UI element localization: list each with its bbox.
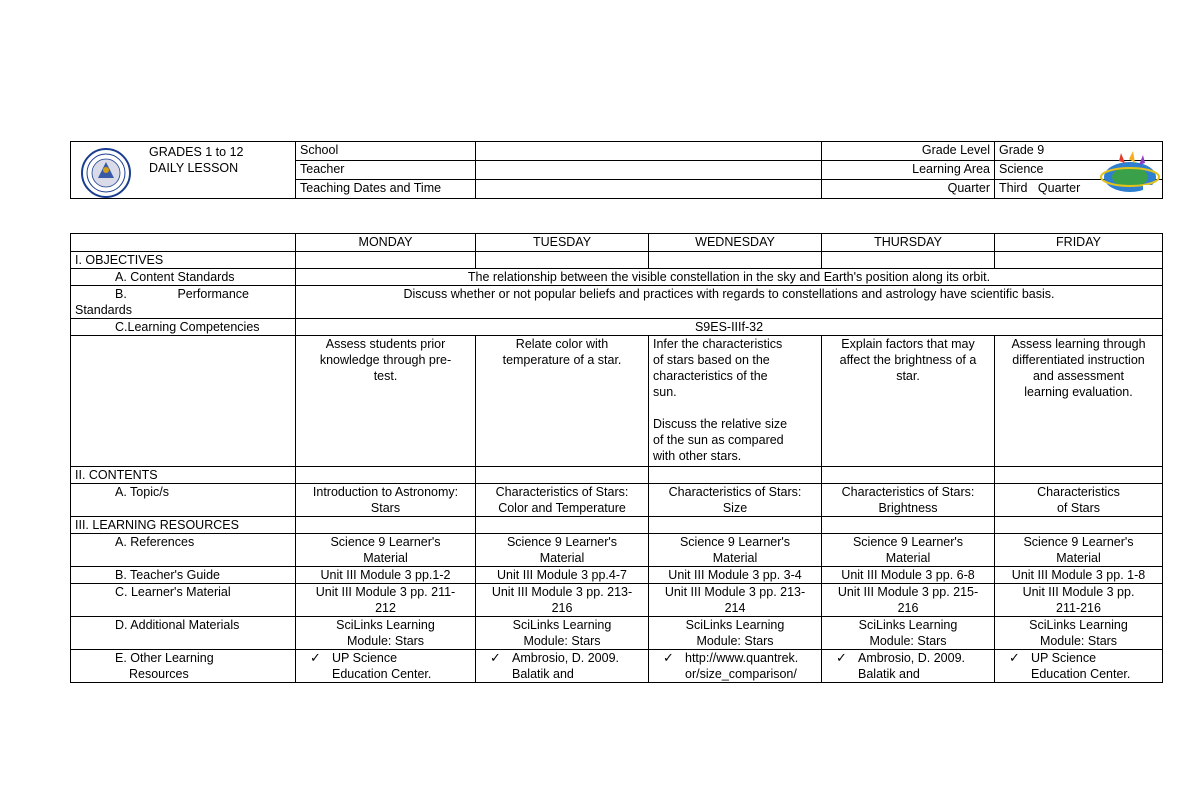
checklist-line xyxy=(826,666,990,682)
checklist-line xyxy=(999,650,1158,666)
cell-line: Material xyxy=(539,551,585,565)
competency-cell xyxy=(649,336,822,467)
topic-cell xyxy=(822,484,995,517)
teachers-guide-label: B. Teacher's Guide xyxy=(71,567,296,584)
cell-line: SciLinks Learning xyxy=(336,618,435,632)
learning-area-label: Learning Area xyxy=(822,161,995,180)
competency-cell xyxy=(476,336,649,467)
cell-line: of stars based on the xyxy=(653,353,770,367)
cell-line: Module: Stars xyxy=(1039,634,1118,648)
cell-line: Material xyxy=(712,551,758,565)
competency-cell xyxy=(296,336,476,467)
learners-material-cell xyxy=(476,584,649,617)
logo-title-cell xyxy=(71,142,296,199)
lesson-table xyxy=(70,233,1163,683)
checklist-text: or/size_comparison/ xyxy=(685,667,797,681)
checklist-line xyxy=(999,666,1158,682)
reference-cell xyxy=(822,534,995,567)
cell-line: Stars xyxy=(370,501,401,515)
teachers-guide-cell: Unit III Module 3 pp. 3-4 xyxy=(649,567,822,584)
teachers-guide-row xyxy=(71,567,1163,584)
cell-line: Size xyxy=(722,501,748,515)
performance-standards-label: B. Performance Standards xyxy=(71,286,296,319)
cell-line: Characteristics xyxy=(1037,485,1120,499)
cell-line: Module: Stars xyxy=(523,634,601,648)
cell-line: temperature of a star. xyxy=(502,353,622,367)
performance-standards-row xyxy=(71,286,1163,319)
competencies-label: C.Learning Competencies xyxy=(71,319,296,336)
cell-line: of Stars xyxy=(1056,501,1101,515)
content-standards-text: The relationship between the visible constellation in the sky and Earth's position along its orbit. xyxy=(296,269,1163,286)
additional-cell xyxy=(476,617,649,650)
objectives-heading: I. OBJECTIVES xyxy=(71,252,296,269)
learners-material-label: C. Learner's Material xyxy=(71,584,296,617)
deped-seal-icon xyxy=(81,148,131,198)
cell-line: Color and Temperature xyxy=(498,501,626,515)
cell-line: 216 xyxy=(551,601,573,615)
checklist-text: Balatik and xyxy=(512,667,574,681)
checklist-text: Ambrosio, D. 2009. xyxy=(858,651,965,665)
learners-material-row xyxy=(71,584,1163,617)
cell-line: Science 9 Learner's xyxy=(330,535,441,549)
cell-line: star. xyxy=(896,369,920,383)
cell-line: of the sun as compared xyxy=(653,433,784,447)
checklist-text: Ambrosio, D. 2009. xyxy=(512,651,619,665)
additional-cell xyxy=(995,617,1163,650)
check-icon: ✓ xyxy=(490,650,501,665)
checklist-line xyxy=(480,650,644,666)
cell-line: Module: Stars xyxy=(696,634,774,648)
quarter-label: Quarter xyxy=(822,180,995,199)
cell-line: characteristics of the xyxy=(653,369,768,383)
cell-line: Characteristics of Stars: xyxy=(668,485,802,499)
check-icon: ✓ xyxy=(310,650,321,665)
cell-line: Assess learning through xyxy=(1011,337,1146,351)
cell-line: and assessment xyxy=(1032,369,1125,383)
school-label: School xyxy=(296,142,476,161)
teachers-guide-cell: Unit III Module 3 pp. 6-8 xyxy=(822,567,995,584)
additional-cell xyxy=(296,617,476,650)
learners-material-cell xyxy=(995,584,1163,617)
cell-line: with other stars. xyxy=(653,449,742,463)
cell-line: Introduction to Astronomy: xyxy=(312,485,459,499)
content-standards-row xyxy=(71,269,1163,286)
check-icon: ✓ xyxy=(1009,650,1020,665)
science-logo-icon xyxy=(1099,147,1161,197)
quarter-value: Third Quarter xyxy=(995,180,1163,199)
day-header: MONDAY xyxy=(296,234,476,252)
teachers-guide-cell: Unit III Module 3 pp.4-7 xyxy=(476,567,649,584)
day-header: FRIDAY xyxy=(995,234,1163,252)
dates-label: Teaching Dates and Time xyxy=(296,180,476,199)
cell-line: Science 9 Learner's xyxy=(852,535,964,549)
check-icon: ✓ xyxy=(836,650,847,665)
cell-line: Module: Stars xyxy=(346,634,425,648)
competencies-code-row xyxy=(71,319,1163,336)
cell-line: 212 xyxy=(375,601,396,615)
checklist-line xyxy=(480,666,644,682)
checklist-text: UP Science xyxy=(332,651,398,665)
cell-line: Explain factors that may xyxy=(841,337,975,351)
competency-code: S9ES-IIIf-32 xyxy=(296,319,1163,336)
checklist-text: Education Center. xyxy=(332,667,432,681)
checklist-line xyxy=(653,650,817,666)
grade-level-value: Grade 9 xyxy=(995,142,1163,161)
reference-cell xyxy=(649,534,822,567)
cell-line: Science 9 Learner's xyxy=(506,535,618,549)
cell-line: SciLinks Learning xyxy=(1029,618,1128,632)
cell-line: SciLinks Learning xyxy=(685,618,785,632)
cell-line: Material xyxy=(363,551,408,565)
references-label: A. References xyxy=(71,534,296,567)
contents-heading: II. CONTENTS xyxy=(71,467,296,484)
cell-line: affect the brightness of a xyxy=(839,353,977,367)
checklist-text: http://www.quantrek. xyxy=(685,651,799,665)
reference-cell xyxy=(476,534,649,567)
topic-cell xyxy=(995,484,1163,517)
cell-line: Science 9 Learner's xyxy=(679,535,791,549)
resources-row xyxy=(71,517,1163,534)
topic-cell xyxy=(476,484,649,517)
teachers-guide-cell: Unit III Module 3 pp. 1-8 xyxy=(995,567,1163,584)
objectives-row xyxy=(71,252,1163,269)
form-title: GRADES 1 to 12 DAILY LESSON xyxy=(149,145,244,175)
cell-line: Material xyxy=(1056,551,1101,565)
days-header-row xyxy=(71,234,1163,252)
dates-value xyxy=(476,180,822,199)
header-table xyxy=(70,141,1163,199)
teacher-value xyxy=(476,161,822,180)
cell-line: differentiated instruction xyxy=(1012,353,1145,367)
cell-line: Science 9 Learner's xyxy=(1023,535,1134,549)
other-cell xyxy=(476,650,649,683)
checklist-line xyxy=(653,666,817,682)
learners-material-cell xyxy=(296,584,476,617)
other-cell xyxy=(995,650,1163,683)
topics-label: A. Topic/s xyxy=(71,484,296,517)
additional-cell xyxy=(822,617,995,650)
learners-material-cell xyxy=(822,584,995,617)
checklist-line xyxy=(826,650,990,666)
content-standards-label: A. Content Standards xyxy=(71,269,296,286)
cell-line: Module: Stars xyxy=(869,634,947,648)
learning-area-value: Science xyxy=(995,161,1163,180)
cell-line: Unit III Module 3 pp. 211- xyxy=(315,585,456,599)
other-cell xyxy=(296,650,476,683)
cell-line: 214 xyxy=(724,601,746,615)
reference-cell xyxy=(995,534,1163,567)
cell-line: 216 xyxy=(897,601,919,615)
learners-material-cell xyxy=(649,584,822,617)
grade-level-label: Grade Level xyxy=(822,142,995,161)
checklist-text: UP Science xyxy=(1031,651,1097,665)
contents-row xyxy=(71,467,1163,484)
performance-standards-text: Discuss whether or not popular beliefs and practices with regards to constellations and astrology have scientific basis. xyxy=(296,286,1163,319)
topic-cell xyxy=(649,484,822,517)
topic-cell xyxy=(296,484,476,517)
cell-line: test. xyxy=(373,369,398,383)
cell-line: 211-216 xyxy=(1056,601,1101,615)
cell-line: SciLinks Learning xyxy=(858,618,958,632)
cell-line: learning evaluation. xyxy=(1024,385,1133,399)
cell-line xyxy=(653,400,817,416)
cell-line: Unit III Module 3 pp. xyxy=(1022,585,1135,599)
cell-line: Infer the characteristics xyxy=(653,337,783,351)
cell-line: Brightness xyxy=(878,501,938,515)
other-cell xyxy=(822,650,995,683)
cell-line: sun. xyxy=(653,385,677,399)
cell-line: Unit III Module 3 pp. 213- xyxy=(491,585,633,599)
teacher-label: Teacher xyxy=(296,161,476,180)
cell-line: Characteristics of Stars: xyxy=(495,485,629,499)
checklist-line xyxy=(300,650,471,666)
empty-corner xyxy=(71,234,296,252)
other-resources-row xyxy=(71,650,1163,683)
checklist-text: Education Center. xyxy=(1031,667,1131,681)
additional-materials-label: D. Additional Materials xyxy=(71,617,296,650)
checklist-text: Balatik and xyxy=(858,667,920,681)
references-row xyxy=(71,534,1163,567)
school-value xyxy=(476,142,822,161)
other-resources-label: E. Other Learning Resources xyxy=(71,650,296,683)
reference-cell xyxy=(296,534,476,567)
check-icon: ✓ xyxy=(663,650,674,665)
cell-line: Material xyxy=(885,551,931,565)
day-header: WEDNESDAY xyxy=(649,234,822,252)
cell-line: Relate color with xyxy=(515,337,609,351)
cell-line: Unit III Module 3 pp. 215- xyxy=(837,585,979,599)
cell-line: SciLinks Learning xyxy=(512,618,612,632)
other-cell xyxy=(649,650,822,683)
cell-line: Unit III Module 3 pp. 213- xyxy=(664,585,806,599)
cell-line: Assess students prior xyxy=(325,337,446,351)
day-header: TUESDAY xyxy=(476,234,649,252)
cell-line: Characteristics of Stars: xyxy=(841,485,975,499)
competency-cell xyxy=(995,336,1163,467)
day-header: THURSDAY xyxy=(822,234,995,252)
teachers-guide-cell: Unit III Module 3 pp.1-2 xyxy=(296,567,476,584)
cell-line: Discuss the relative size xyxy=(653,417,788,431)
competencies-row xyxy=(71,336,1163,467)
additional-cell xyxy=(649,617,822,650)
competency-cell xyxy=(822,336,995,467)
additional-materials-row xyxy=(71,617,1163,650)
cell-line: knowledge through pre- xyxy=(319,353,452,367)
topics-row xyxy=(71,484,1163,517)
checklist-line xyxy=(300,666,471,682)
resources-heading: III. LEARNING RESOURCES xyxy=(71,517,296,534)
